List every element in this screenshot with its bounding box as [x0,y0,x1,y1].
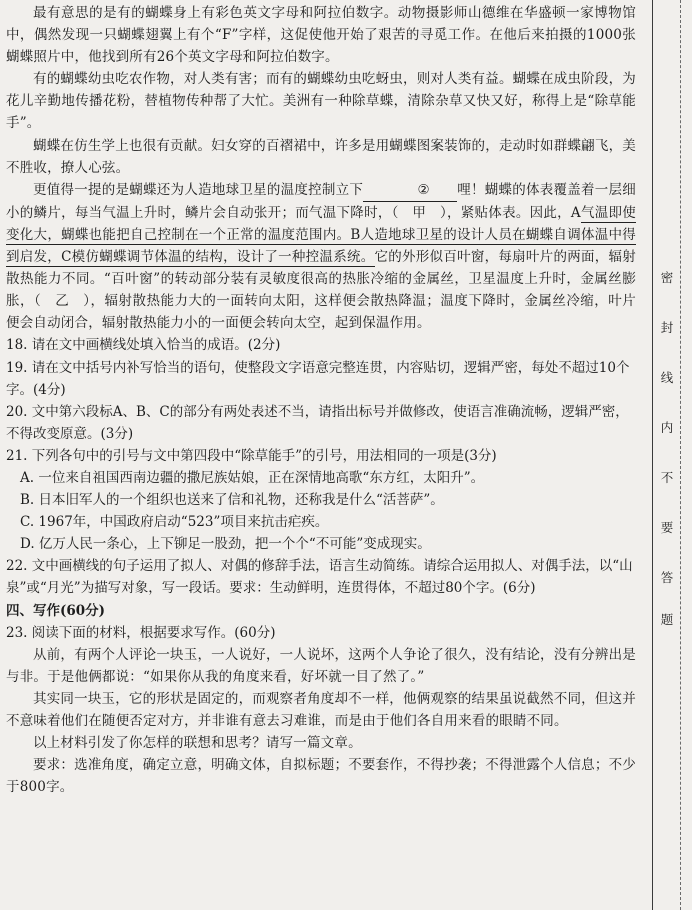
sentence-b-mark: B [350,226,361,243]
passage-paragraph-2: 有的蝴蝶幼虫吃农作物，对人类有害；而有的蝴蝶幼虫吃蚜虫，则对人类有益。蝴蝶在成虫阶段，为花儿辛勤地传播花粉，替植物传种帮了大忙。美洲有一种除草蝶，清除杂草又快又好，称得上是“除草能手”。 [6,71,636,132]
section-writing-heading: 四、写作(60分) [6,602,106,619]
binding-char: 内 [660,420,674,435]
question-18: 18. 请在文中画横线处填入恰当的成语。(2分) [6,337,281,354]
material-paragraph-2: 其实同一块玉，它的形状是固定的，而观察者角度却不一样，他俩观察的结果虽说截然不同，但这并不意味着他们在随便否定对方，并非谁有意去习难谁，而是由于他们各自用来看的眼睛不同。 [6,690,636,729]
binding-char: 题 [660,612,674,627]
question-21: 21. 下列各句中的引号与文中第四段中“除草能手”的引号，用法相同的一项是(3分) [6,447,497,464]
option-a: A. 一位来自祖国西南边疆的撒尼族姑娘，正在深情地高歌“东方红，太阳升”。 [20,469,485,486]
binding-margin [640,0,692,910]
binding-char: 线 [660,370,674,385]
binding-char: 答 [660,570,674,585]
binding-line [652,0,653,910]
paragraph-4-intro: 更值得一提的是蝴蝶还为人造地球卫星的温度控制立下 [33,181,364,198]
passage-paragraph-4 [6,179,636,335]
binding-char: 封 [660,320,674,335]
paragraph-4-end: 它的外形似百叶窗，每扇叶片的两面，辐射散热能力不同。“百叶窗”的转动部分装有灵敏度很高的热胀冷缩的金属丝，卫星温度上升时，金属丝膨胀，（ 乙 ），辐射散热能力大的一面转向太阳，这样便会散热降温；温度下降时，金属丝冷缩，叶片便会自动闭合，辐射散热能力小的一面便会转向太空，起到保温作用。 [6,249,636,332]
question-23: 23. 阅读下面的材料，根据要求写作。(60分) [6,624,276,641]
writing-prompt: 以上材料引发了你怎样的联想和思考？请写一篇文章。 [33,735,362,752]
question-20: 20. 文中第六段标A、B、C的部分有两处表述不当，请指出标号并做修改，使语言准确流畅，逻辑严密，不得改变原意。(3分) [6,403,629,442]
exam-content [0,2,636,908]
passage-paragraph-3: 蝴蝶在仿生学上也很有贡献。妇女穿的百褶裙中，许多是用蝴蝶图案装饰的，走动时如群蝶翩飞，美不胜收，撩人心弦。 [6,137,636,176]
binding-dashed-line [680,0,681,910]
binding-char: 不 [660,470,674,485]
option-b: B. 日本旧军人的一个组织也送来了信和礼物，还称我是什么“活菩萨”。 [20,492,444,509]
sentence-c: 模仿蝴蝶调节体温的结构，设计了一种控温系统。 [71,249,375,266]
blank-marker: ② [417,181,430,198]
paragraph-4-middle: 哩！蝴蝶的体表覆盖着一层细小的鳞片，每当气温上升时，鳞片会自动张开；而气温下降时，（ 甲 ），紧贴体表。因此，A [6,181,636,221]
writing-requirements: 要求：选准角度，确定立意，明确文体，自拟标题；不要套作，不得抄袭；不得泄露个人信息；不少于800字。 [6,757,636,796]
option-d: D. 亿万人民一条心，上下铆足一股劲，把一个个“不可能”变成现实。 [20,536,431,553]
question-22: 22. 文中画横线的句子运用了拟人、对偶的修辞手法，语言生动简练。请综合运用拟人、对偶手法，以“山泉”或“月光”为描写对象，写一段话。要求：生动鲜明，连贯得体，不超过80个字。(6分) [6,558,633,597]
binding-char: 密 [660,270,674,285]
sentence-a: 气温即使变化大，蝴蝶也能把自己控制在一个正常的温度范围内。 [6,204,636,243]
passage-paragraph-1: 最有意思的是有的蝴蝶身上有彩色英文字母和阿拉伯数字。动物摄影师山德维在华盛顿一家博物馆中，偶然发现一只蝴蝶翅翼上有个“F”字样，这促使他开始了艰苦的寻觅工作。在他后来拍摄的1000张蝴蝶照片中，他找到所有26个英文字母和阿拉伯数字。 [6,5,636,66]
idiom-blank [363,179,457,202]
question-19: 19. 请在文中括号内补写恰当的语句，使整段文字语意完整连贯，内容贴切，逻辑严密，每处不超过10个字。(4分) [6,359,630,398]
option-c: C. 1967年，中国政府启动“523”项目来抗击疟疾。 [20,514,329,531]
material-paragraph-1: 从前，有两个人评论一块玉，一人说好，一人说坏，这两个人争论了很久，没有结论，没有分辨出是与非。于是他俩都说：“如果你从我的角度来看，好坏就一目了然了。” [6,646,636,685]
sentence-b: 人造地球卫星的设计人员在蝴蝶自调体温中得到启发， [6,226,636,266]
sentence-c-mark: C [61,249,72,266]
binding-char: 要 [660,520,674,535]
